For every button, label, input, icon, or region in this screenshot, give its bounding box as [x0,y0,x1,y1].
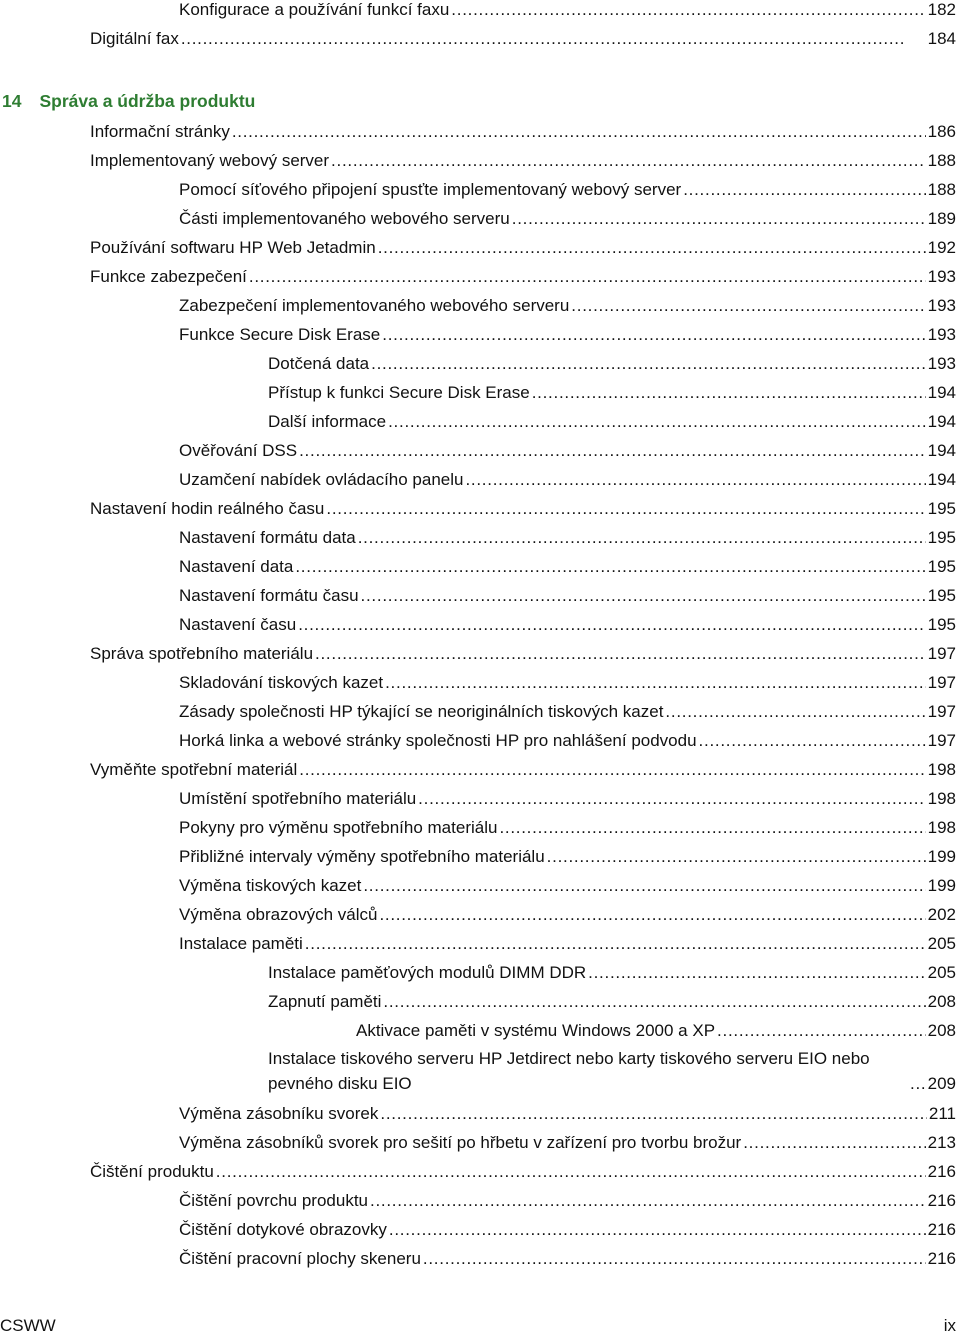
page-number: ix [943,1316,956,1335]
toc-entry[interactable] [179,526,956,550]
toc-entry-page: 194 [927,412,956,431]
toc-entry[interactable] [268,1048,956,1096]
toc-entry-title: Čištění produktu [90,1162,214,1181]
toc-entry[interactable] [179,903,956,927]
toc-entry-title: Zabezpečení implementovaného webového serveru [179,296,570,315]
toc-entry[interactable] [268,381,956,405]
toc-entry-page: 195 [927,615,956,634]
toc-leader-dots [532,381,926,405]
chapter-heading [2,89,255,113]
toc-leader-dots [547,845,926,869]
toc-leader-dots [249,265,926,289]
toc-leader-dots [465,468,925,492]
toc-leader-dots [385,671,926,695]
toc-entry[interactable] [90,497,956,521]
toc-leader-dots [512,207,926,231]
toc-entry-title: Čištění pracovní plochy skeneru [179,1249,421,1268]
toc-leader-dots [380,1102,927,1126]
toc-leader-dots [216,1160,926,1184]
toc-entry-title: Části implementovaného webového serveru [179,209,510,228]
toc-entry-page: 195 [927,528,956,547]
toc-entry-page: 208 [927,992,956,1011]
toc-entry-title: Uzamčení nabídek ovládacího panelu [179,470,464,489]
toc-entry[interactable] [90,120,956,144]
toc-entry-title: Správa spotřebního materiálu [90,644,314,663]
toc-entry-title: Nastavení formátu času [179,586,359,605]
toc-entry-page: 193 [927,325,956,344]
toc-entry[interactable] [179,178,956,202]
toc-leader-dots [181,27,926,51]
toc-leader-dots [299,439,926,463]
toc-entry-title: Aktivace paměti v systému Windows 2000 a XP [356,1021,716,1040]
toc-leader-dots [717,1019,926,1043]
toc-entry[interactable] [179,1218,956,1242]
toc-entry-page: 202 [927,905,956,924]
toc-entry-title: Pomocí síťového připojení spusťte implementovaný webový server [179,180,682,199]
toc-entry-page: 205 [927,934,956,953]
toc-entry-title: Vyměňte spotřební materiál [90,760,298,779]
toc-entry[interactable] [179,845,956,869]
toc-entry-title: Přibližné intervaly výměny spotřebního materiálu [179,847,545,866]
toc-entry-page: 184 [927,29,956,48]
toc-entry-page: 193 [927,296,956,315]
toc-entry[interactable] [179,671,956,695]
toc-leader-dots [382,323,925,347]
toc-entry-page: 182 [927,0,956,19]
toc-entry-title: Informační stránky [90,122,230,141]
toc-leader-dots [295,555,925,579]
toc-entry-title: Nastavení data [179,557,294,576]
toc-leader-dots [370,1189,926,1213]
toc-entry[interactable] [90,27,956,51]
toc-entry-page: 205 [927,963,956,982]
toc-entry[interactable] [179,294,956,318]
toc-leader-dots [388,410,926,434]
toc-leader-dots [298,613,925,637]
toc-leader-dots [418,787,925,811]
toc-entry-page: 199 [927,847,956,866]
toc-entry-title: Zásady společnosti HP týkající se neoriginálních tiskových kazet [179,702,664,721]
toc-entry-page: 216 [927,1220,956,1239]
toc-leader-dots [571,294,925,318]
toc-entry-title: Používání softwaru HP Web Jetadmin [90,238,376,257]
toc-entry[interactable] [90,642,956,666]
toc-entry-page: 188 [927,180,956,199]
toc-entry-title: Výměna tiskových kazet [179,876,362,895]
toc-entry-page: 216 [927,1162,956,1181]
toc-entry[interactable] [268,961,956,985]
toc-entry-title: Digitální fax [90,29,179,48]
toc-entry-page: 216 [927,1249,956,1268]
toc-entry-title: Skladování tiskových kazet [179,673,384,692]
toc-entry[interactable] [268,352,956,376]
toc-entry[interactable] [179,700,956,724]
toc-entry[interactable] [179,1131,956,1155]
toc-leader-dots [588,961,925,985]
toc-entry-page: 197 [927,673,956,692]
toc-entry-page: 211 [928,1104,956,1123]
toc-entry-page: 208 [927,1021,956,1040]
toc-leader-dots [683,178,925,202]
toc-entry-page: 195 [927,557,956,576]
toc-entry-title: Horká linka a webové stránky společnosti HP pro nahlášení podvodu [179,731,697,750]
toc-leader-dots [699,729,926,753]
toc-entry[interactable] [179,584,956,608]
toc-entry-title: Čištění povrchu produktu [179,1191,368,1210]
toc-leader-dots [423,1247,926,1271]
toc-entry-title: Nastavení formátu data [179,528,356,547]
toc-entry[interactable] [356,1019,956,1043]
toc-leader-dots [743,1131,925,1155]
toc-entry-title: Výměna obrazových válců [179,905,378,924]
toc-entry-title: Pokyny pro výměnu spotřebního materiálu [179,818,498,837]
toc-entry[interactable] [179,207,956,231]
toc-entry[interactable] [268,410,956,434]
footer-left-label: CSWW [0,1316,56,1335]
toc-entry[interactable] [90,149,956,173]
toc-entry-title: Nastavení hodin reálného času [90,499,325,518]
toc-entry[interactable] [179,932,956,956]
toc-entry-title: Implementovaný webový server [90,151,330,170]
toc-entry-page: 216 [927,1191,956,1210]
toc-entry-page: 198 [927,789,956,808]
toc-entry-title: Další informace [268,412,387,431]
toc-leader-dots [371,352,925,376]
toc-entry-page: 197 [927,731,956,750]
toc-entry-title: Instalace tiskového serveru HP Jetdirect nebo karty tiskového serveru EIO nebo pevného disku EIO [268,1049,870,1093]
toc-entry-title: Instalace paměti [179,934,303,953]
toc-entry-page: 194 [927,441,956,460]
chapter-number: 14 [2,91,22,111]
toc-entry-title: Funkce Secure Disk Erase [179,325,381,344]
toc-entry-title: Umístění spotřebního materiálu [179,789,417,808]
toc-entry-page: 198 [927,818,956,837]
toc-entry[interactable] [179,323,956,347]
toc-entry-page: 193 [927,267,956,286]
toc-entry[interactable] [268,990,956,1014]
toc-entry[interactable] [179,787,956,811]
toc-leader-dots [299,758,925,782]
toc-entry-title: Výměna zásobníku svorek [179,1104,379,1123]
toc-entry-title: Čištění dotykové obrazovky [179,1220,387,1239]
toc-entry-title: Výměna zásobníků svorek pro sešití po hřbetu v zařízení pro tvorbu brožur [179,1133,742,1152]
toc-entry[interactable] [179,555,956,579]
toc-entry[interactable] [179,874,956,898]
toc-entry-page: 209 [927,1074,956,1093]
toc-entry-page: 195 [927,586,956,605]
toc-entry-page: 195 [927,499,956,518]
toc-leader-dots [383,990,925,1014]
toc-entry[interactable] [179,729,956,753]
toc-entry-title: Přístup k funkci Secure Disk Erase [268,383,530,402]
toc-entry[interactable] [90,236,956,260]
toc-entry[interactable] [179,1102,956,1126]
toc-entry-title: Zapnutí paměti [268,992,382,1011]
toc-entry[interactable] [90,265,956,289]
toc-entry-title: Instalace paměťových modulů DIMM DDR [268,963,587,982]
toc-entry[interactable] [179,0,956,22]
toc-entry-page: 194 [927,383,956,402]
toc-entry[interactable] [179,1189,956,1213]
toc-leader-dots [665,700,925,724]
toc-entry-page: 192 [927,238,956,257]
chapter-title: Správa a údržba produktu [39,91,256,111]
toc-leader-dots [378,236,926,260]
toc-entry-page: 193 [927,354,956,373]
toc-entry-page: 199 [927,876,956,895]
toc-leader-dots [363,874,925,898]
toc-leader-dots [389,1218,926,1242]
toc-entry[interactable] [179,613,956,637]
toc-entry-page: 197 [927,644,956,663]
toc-entry-page: 213 [927,1133,956,1152]
toc-leader-dots [305,932,926,956]
toc-entry-page: 186 [927,122,956,141]
toc-leader-dots [361,584,926,608]
toc-entry-page: 188 [927,151,956,170]
toc-entry-page: 198 [927,760,956,779]
toc-leader-dots [232,120,926,144]
toc-entry[interactable] [179,816,956,840]
toc-leader-dots [499,816,925,840]
toc-entry[interactable] [179,468,956,492]
toc-leader-dots [379,903,925,927]
toc-entry-page: 197 [927,702,956,721]
toc-entry-page: 189 [927,209,956,228]
toc-leader-dots [910,1072,926,1096]
toc-entry-title: Dotčená data [268,354,370,373]
toc-entry[interactable] [179,439,956,463]
toc-entry-title: Funkce zabezpečení [90,267,247,286]
toc-entry[interactable] [179,1247,956,1271]
toc-entry-title: Ověřování DSS [179,441,298,460]
toc-entry-title: Nastavení času [179,615,297,634]
toc-leader-dots [315,642,926,666]
toc-leader-dots [451,0,925,22]
toc-leader-dots [358,526,926,550]
toc-leader-dots [326,497,925,521]
toc-entry-page: 194 [927,470,956,489]
toc-entry[interactable] [90,758,956,782]
toc-leader-dots [331,149,926,173]
toc-entry[interactable] [90,1160,956,1184]
toc-entry-title: Konfigurace a používání funkcí faxu [179,0,450,19]
